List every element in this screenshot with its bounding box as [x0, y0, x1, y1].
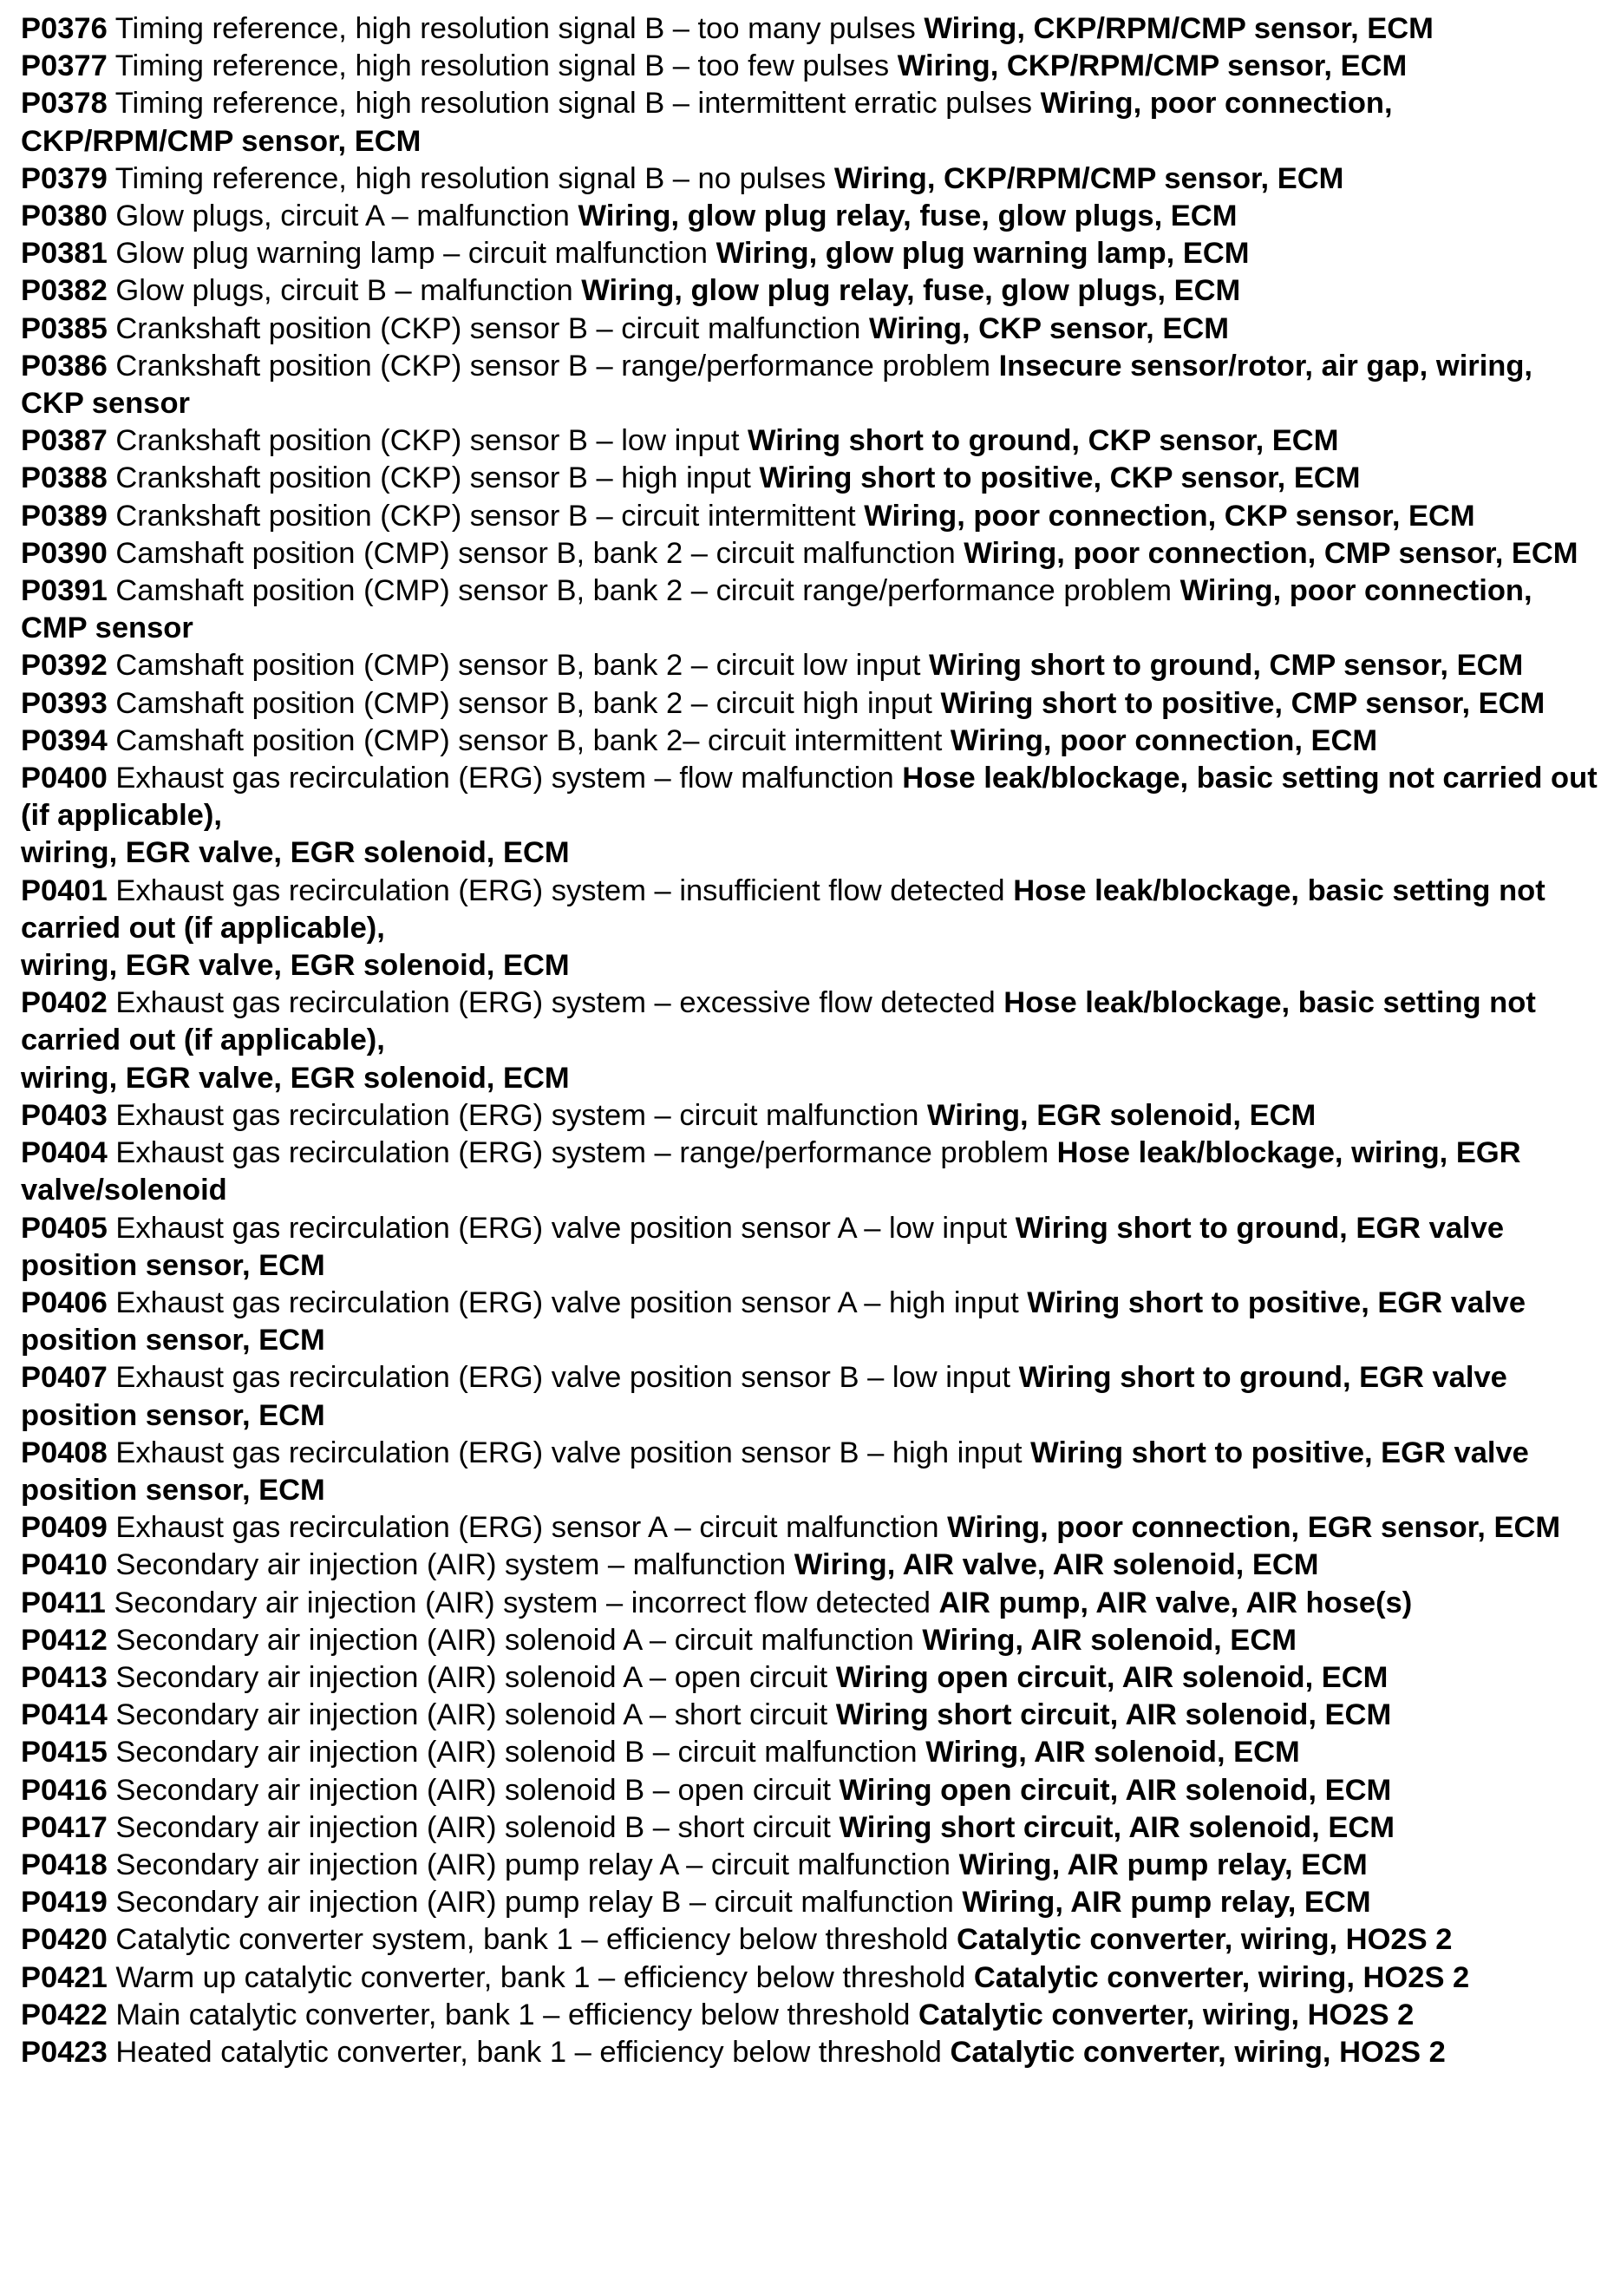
fault-description: Exhaust gas recirculation (ERG) valve position sensor B – low input: [115, 1361, 1011, 1395]
fault-causes: Wiring, AIR solenoid, ECM: [922, 1623, 1297, 1657]
fault-causes: Wiring short to positive, CKP sensor, ECM: [759, 461, 1361, 495]
fault-causes: Wiring open circuit, AIR solenoid, ECM: [835, 1660, 1389, 1694]
fault-description: Secondary air injection (AIR) solenoid A – short circuit: [115, 1698, 828, 1732]
fault-code-entry: [21, 1921, 1599, 1959]
fault-code-entry: [21, 10, 1599, 48]
fault-description: Exhaust gas recirculation (ERG) system – circuit malfunction: [115, 1098, 919, 1132]
fault-description: Exhaust gas recirculation (ERG) sensor A – circuit malfunction: [115, 1511, 939, 1545]
fault-code: P0419: [21, 1886, 108, 1920]
fault-causes: Wiring short to ground, EGR valve position sensor, ECM: [21, 1361, 1507, 1432]
fault-causes: Wiring short to ground, EGR valve position sensor, ECM: [21, 1211, 1505, 1282]
fault-causes: Hose leak/blockage, basic setting not carried out (if applicable),: [21, 986, 1536, 1057]
fault-code: P0380: [21, 200, 108, 233]
fault-code: P0388: [21, 461, 108, 495]
fault-code-entry: [21, 1809, 1599, 1847]
fault-code: P0393: [21, 686, 108, 720]
fault-code-entry: [21, 498, 1599, 535]
fault-causes: Hose leak/blockage, basic setting not carried out (if applicable),: [21, 762, 1598, 833]
fault-code-list: [21, 10, 1599, 2071]
fault-code-entry: [21, 1884, 1599, 1921]
fault-description: Crankshaft position (CKP) sensor B – range/performance problem: [115, 349, 990, 383]
fault-description: Camshaft position (CMP) sensor B, bank 2 – circuit low input: [115, 649, 921, 683]
fault-code: P0414: [21, 1698, 108, 1732]
fault-description: Main catalytic converter, bank 1 – efficiency below threshold: [115, 1998, 911, 2031]
fault-code-entry: [21, 1697, 1599, 1734]
fault-code: P0402: [21, 986, 108, 1020]
fault-code: P0403: [21, 1098, 108, 1132]
fault-description: Secondary air injection (AIR) solenoid A – circuit malfunction: [115, 1623, 914, 1657]
fault-code: P0387: [21, 424, 108, 458]
fault-causes: Wiring, glow plug warning lamp, ECM: [716, 237, 1250, 271]
fault-description: Timing reference, high resolution signal B – too few pulses: [114, 49, 890, 83]
fault-code: P0378: [21, 87, 108, 121]
fault-code-entry: [21, 1622, 1599, 1659]
fault-code-entry: [21, 535, 1599, 572]
fault-causes: Wiring, EGR solenoid, ECM: [927, 1098, 1317, 1132]
fault-causes: Wiring, poor connection, CMP sensor: [21, 574, 1532, 645]
fault-code-entry: [21, 272, 1599, 310]
fault-causes: Wiring, glow plug relay, fuse, glow plugs, ECM: [581, 274, 1241, 308]
fault-code-entry: [21, 572, 1599, 647]
fault-causes: Wiring short circuit, AIR solenoid, ECM: [839, 1810, 1395, 1844]
fault-code: P0381: [21, 237, 108, 271]
fault-code: P0423: [21, 2035, 108, 2069]
fault-code-entry: [21, 723, 1599, 760]
fault-description: Glow plugs, circuit B – malfunction: [115, 274, 573, 308]
fault-causes: Wiring short circuit, AIR solenoid, ECM: [835, 1698, 1392, 1732]
fault-code: P0385: [21, 311, 108, 345]
fault-code: P0400: [21, 762, 108, 795]
fault-code-entry: [21, 160, 1599, 198]
fault-causes: Insecure sensor/rotor, air gap, wiring, CKP sensor: [21, 349, 1533, 421]
fault-code-entry: [21, 1997, 1599, 2034]
fault-code: P0407: [21, 1361, 108, 1395]
fault-code: P0413: [21, 1660, 108, 1694]
fault-description: Glow plugs, circuit A – malfunction: [115, 200, 570, 233]
fault-description: Secondary air injection (AIR) solenoid B – short circuit: [115, 1810, 831, 1844]
fault-code-entry: [21, 1585, 1599, 1622]
fault-causes: Catalytic converter, wiring, HO2S 2: [957, 1923, 1453, 1957]
fault-code: P0379: [21, 161, 108, 195]
fault-description: Glow plug warning lamp – circuit malfunction: [115, 237, 708, 271]
fault-causes: Wiring, poor connection, CKP sensor, ECM: [864, 499, 1475, 533]
fault-code: P0389: [21, 499, 108, 533]
fault-causes: Wiring, CKP/RPM/CMP sensor, ECM: [924, 12, 1434, 45]
fault-causes: Wiring, poor connection, ECM: [950, 723, 1378, 757]
fault-description: Camshaft position (CMP) sensor B, bank 2 – circuit range/performance problem: [115, 574, 1172, 608]
fault-code-entry: [21, 235, 1599, 272]
fault-code: P0412: [21, 1623, 108, 1657]
fault-description: Exhaust gas recirculation (ERG) system – insufficient flow detected: [115, 873, 1005, 907]
fault-code: P0420: [21, 1923, 108, 1957]
fault-code-entry: [21, 984, 1599, 1097]
fault-code: P0409: [21, 1511, 108, 1545]
fault-code-entry: [21, 422, 1599, 460]
fault-code-entry: [21, 460, 1599, 497]
fault-code: P0408: [21, 1436, 108, 1469]
fault-code-entry: [21, 348, 1599, 422]
fault-code: P0404: [21, 1136, 108, 1170]
fault-causes: Wiring short to positive, EGR valve position sensor, ECM: [21, 1285, 1526, 1357]
fault-description: Exhaust gas recirculation (ERG) system – excessive flow detected: [115, 986, 996, 1020]
fault-code-entry: [21, 647, 1599, 684]
fault-code: P0386: [21, 349, 108, 383]
fault-causes: Wiring, poor connection, EGR sensor, ECM: [947, 1511, 1561, 1545]
fault-causes: Wiring short to positive, EGR valve position sensor, ECM: [21, 1436, 1529, 1507]
fault-causes: Wiring short to ground, CMP sensor, ECM: [929, 649, 1524, 683]
fault-causes: Wiring, CKP/RPM/CMP sensor, ECM: [897, 49, 1408, 83]
fault-code-entry: [21, 1435, 1599, 1509]
fault-causes-continued: wiring, EGR valve, EGR solenoid, ECM: [21, 949, 570, 983]
fault-code: P0401: [21, 873, 108, 907]
fault-causes-continued: wiring, EGR valve, EGR solenoid, ECM: [21, 836, 570, 870]
fault-code-entry: [21, 1097, 1599, 1135]
fault-code: P0421: [21, 1960, 108, 1994]
fault-code-entry: [21, 85, 1599, 160]
fault-causes-continued: wiring, EGR valve, EGR solenoid, ECM: [21, 1061, 570, 1095]
fault-description: Crankshaft position (CKP) sensor B – high input: [115, 461, 751, 495]
fault-code-entry: [21, 1959, 1599, 1997]
fault-causes: Wiring, AIR pump relay, ECM: [958, 1848, 1368, 1881]
fault-causes: Wiring, poor connection, CKP/RPM/CMP sensor, ECM: [21, 87, 1393, 158]
fault-code: P0417: [21, 1810, 108, 1844]
fault-description: Secondary air injection (AIR) solenoid B – circuit malfunction: [115, 1736, 918, 1769]
fault-code-entry: [21, 685, 1599, 723]
fault-description: Exhaust gas recirculation (ERG) valve position sensor A – low input: [115, 1211, 1008, 1245]
fault-description: Exhaust gas recirculation (ERG) system – flow malfunction: [115, 762, 894, 795]
fault-code: P0406: [21, 1285, 108, 1319]
fault-code: P0411: [21, 1586, 106, 1619]
fault-code-entry: [21, 1359, 1599, 1434]
fault-causes: Catalytic converter, wiring, HO2S 2: [973, 1960, 1470, 1994]
fault-code: P0391: [21, 574, 108, 608]
fault-code-entry: [21, 1772, 1599, 1809]
fault-description: Heated catalytic converter, bank 1 – efficiency below threshold: [115, 2035, 942, 2069]
fault-code-entry: [21, 1659, 1599, 1697]
fault-description: Secondary air injection (AIR) system – malfunction: [115, 1548, 787, 1582]
fault-description: Exhaust gas recirculation (ERG) valve position sensor B – high input: [115, 1436, 1023, 1469]
fault-description: Exhaust gas recirculation (ERG) valve position sensor A – high input: [115, 1285, 1019, 1319]
fault-code-entry: [21, 1210, 1599, 1285]
fault-description: Camshaft position (CMP) sensor B, bank 2– circuit intermittent: [115, 723, 943, 757]
fault-description: Camshaft position (CMP) sensor B, bank 2 – circuit malfunction: [115, 536, 956, 570]
fault-description: Crankshaft position (CKP) sensor B – circuit malfunction: [115, 311, 861, 345]
fault-causes: Wiring, CKP/RPM/CMP sensor, ECM: [833, 161, 1344, 195]
fault-description: Warm up catalytic converter, bank 1 – efficiency below threshold: [115, 1960, 966, 1994]
fault-code-entry: [21, 48, 1599, 85]
fault-code-entry: [21, 1285, 1599, 1359]
fault-code: P0418: [21, 1848, 108, 1881]
fault-causes: Hose leak/blockage, basic setting not carried out (if applicable),: [21, 873, 1545, 945]
fault-causes: Catalytic converter, wiring, HO2S 2: [950, 2035, 1446, 2069]
fault-code: P0416: [21, 1773, 108, 1807]
fault-code: P0390: [21, 536, 108, 570]
fault-code: P0392: [21, 649, 108, 683]
fault-causes: Wiring, AIR valve, AIR solenoid, ECM: [794, 1548, 1319, 1582]
fault-description: Secondary air injection (AIR) solenoid B – open circuit: [115, 1773, 831, 1807]
fault-code-entry: [21, 1847, 1599, 1884]
fault-code: P0382: [21, 274, 108, 308]
fault-causes: Hose leak/blockage, wiring, EGR valve/solenoid: [21, 1136, 1521, 1207]
fault-code-entry: [21, 760, 1599, 873]
fault-causes: AIR pump, AIR valve, AIR hose(s): [938, 1586, 1413, 1619]
fault-code-entry: [21, 1509, 1599, 1547]
fault-code: P0415: [21, 1736, 108, 1769]
fault-description: Timing reference, high resolution signal B – too many pulses: [114, 12, 916, 45]
fault-description: Camshaft position (CMP) sensor B, bank 2 – circuit high input: [115, 686, 932, 720]
fault-description: Crankshaft position (CKP) sensor B – circuit intermittent: [115, 499, 856, 533]
fault-code-entry: [21, 2034, 1599, 2071]
fault-causes: Wiring short to positive, CMP sensor, ECM: [940, 686, 1545, 720]
fault-code-entry: [21, 1135, 1599, 1209]
fault-code: P0410: [21, 1548, 108, 1582]
fault-code: P0405: [21, 1211, 108, 1245]
fault-causes: Wiring open circuit, AIR solenoid, ECM: [839, 1773, 1392, 1807]
fault-causes: Wiring, poor connection, CMP sensor, ECM: [964, 536, 1578, 570]
fault-causes: Wiring, glow plug relay, fuse, glow plugs, ECM: [578, 200, 1238, 233]
document-page: [21, 10, 1599, 2071]
fault-code-entry: [21, 873, 1599, 985]
fault-description: Timing reference, high resolution signal B – no pulses: [114, 161, 827, 195]
fault-description: Secondary air injection (AIR) pump relay B – circuit malfunction: [115, 1886, 954, 1920]
fault-code-entry: [21, 1734, 1599, 1771]
fault-code-entry: [21, 198, 1599, 235]
fault-code-entry: [21, 1547, 1599, 1584]
fault-causes: Wiring, AIR pump relay, ECM: [962, 1886, 1371, 1920]
fault-description: Secondary air injection (AIR) solenoid A – open circuit: [115, 1660, 828, 1694]
fault-description: Timing reference, high resolution signal B – intermittent erratic pulses: [114, 87, 1032, 121]
fault-description: Secondary air injection (AIR) system – incorrect flow detected: [114, 1586, 931, 1619]
fault-description: Crankshaft position (CKP) sensor B – low input: [115, 424, 740, 458]
fault-causes: Wiring, AIR solenoid, ECM: [925, 1736, 1300, 1769]
fault-description: Exhaust gas recirculation (ERG) system – range/performance problem: [115, 1136, 1049, 1170]
fault-description: Catalytic converter system, bank 1 – efficiency below threshold: [115, 1923, 949, 1957]
fault-description: Secondary air injection (AIR) pump relay A – circuit malfunction: [115, 1848, 951, 1881]
fault-code: P0377: [21, 49, 108, 83]
fault-code-entry: [21, 311, 1599, 348]
fault-causes: Wiring, CKP sensor, ECM: [868, 311, 1230, 345]
fault-code: P0422: [21, 1998, 108, 2031]
fault-causes: Catalytic converter, wiring, HO2S 2: [918, 1998, 1415, 2031]
fault-code: P0376: [21, 12, 108, 45]
fault-code: P0394: [21, 723, 108, 757]
fault-causes: Wiring short to ground, CKP sensor, ECM: [748, 424, 1339, 458]
